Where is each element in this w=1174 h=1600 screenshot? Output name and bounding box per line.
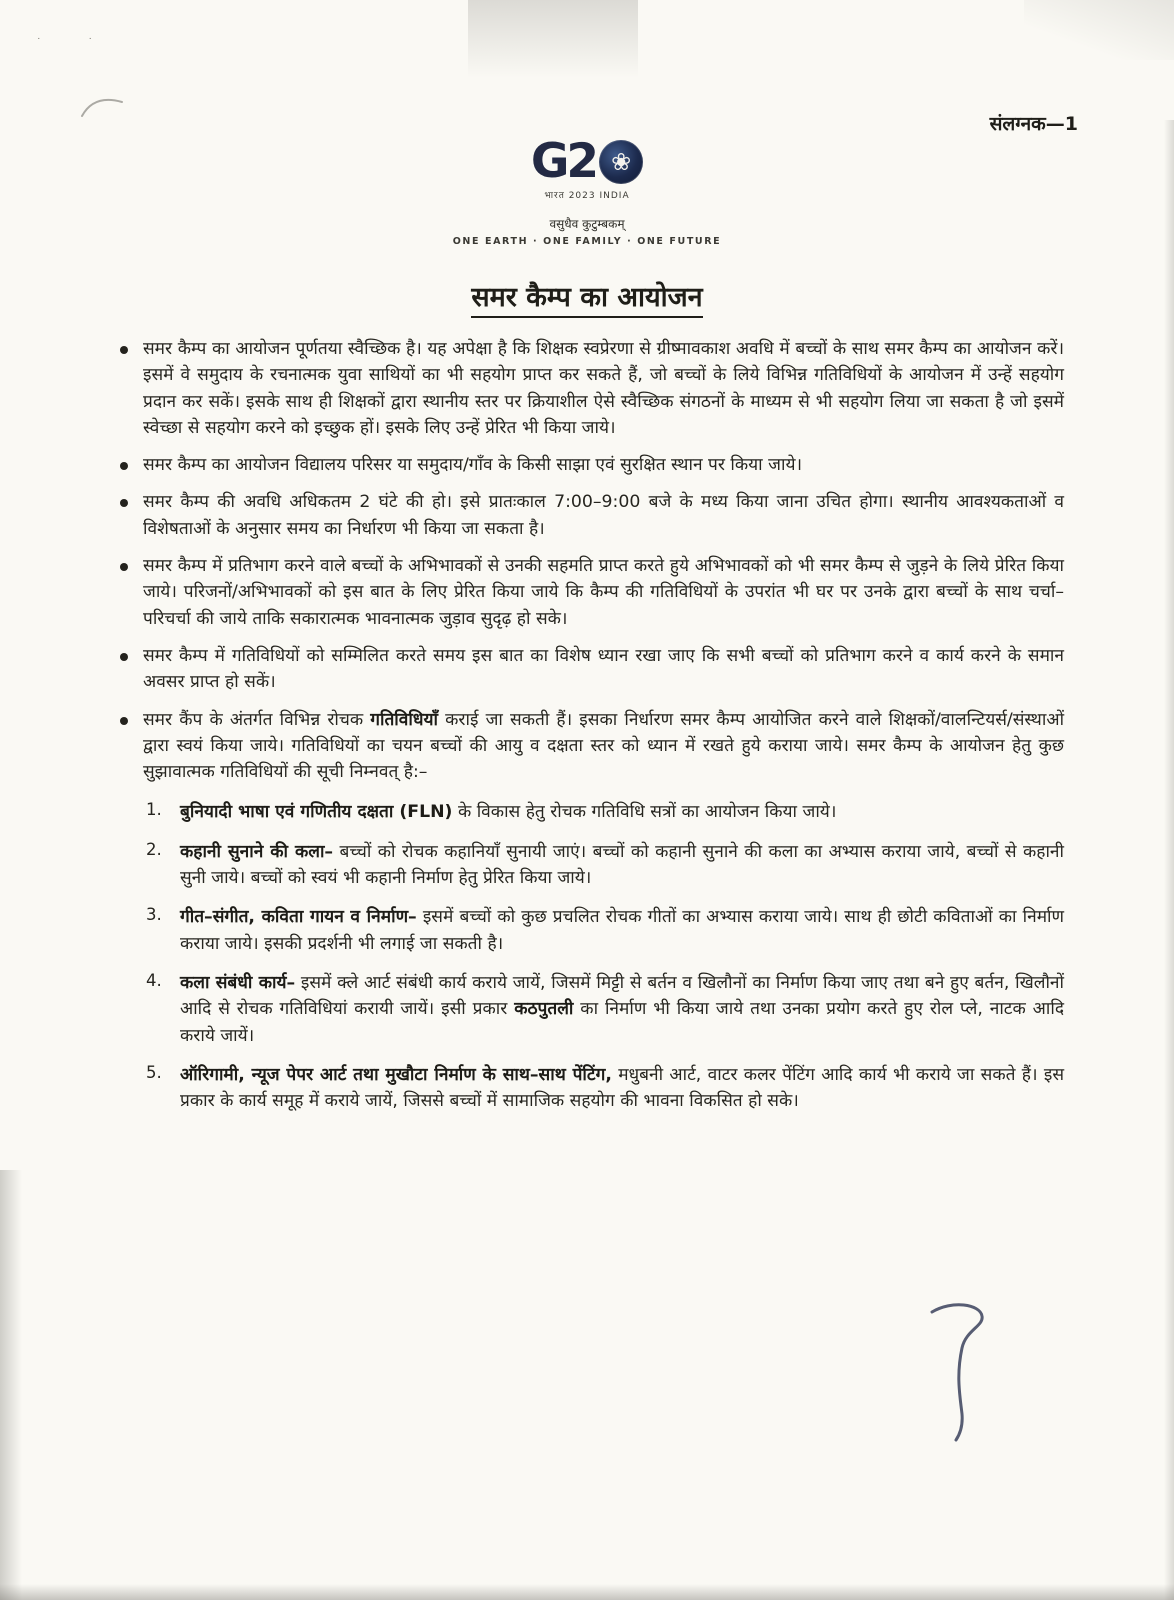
bullet-marker	[120, 462, 128, 470]
g20-motto: वसुधैव कुटुम्बकम्	[549, 217, 625, 231]
list-item-number: 1.	[146, 800, 162, 820]
bullet-marker	[120, 563, 128, 571]
document-body	[0, 336, 1174, 1114]
bullet-item	[120, 489, 1064, 542]
annexure-label: संलग्नक—1	[989, 113, 1078, 135]
list-item-text: ऑरिगामी, न्यूज पेपर आर्ट तथा मुखौटा निर्माण के साथ–साथ पेंटिंग, मधुबनी आर्ट, वाटर कलर पेंटिंग आदि कार्य भी कराये जा सकते हैं। इस प्रकार के कार्य समूह में कराये जायें, जिससे बच्चों में सामाजिक सहयोग की भावना विकसित हो सके।	[180, 1064, 1064, 1112]
g20-logo-row	[0, 134, 1174, 189]
signature-mark	[918, 1296, 1014, 1446]
bullet-text: समर कैंप के अंतर्गत विभिन्न रोचक गतिविधियाँ कराई जा सकती हैं। इसका निर्धारण समर कैम्प आयोजित करने वाले शिक्षकों/वालन्टियर्स/संस्थाओं द्वारा स्वयं किया जाये। गतिविधियों का चयन बच्चों की आयु व दक्षता स्तर को ध्यान में रखते हुये कराया जाये। समर कैम्प के आयोजन हेतु कुछ सुझावात्मक गतिविधियों की सूची निम्नवत् है:–	[143, 709, 1064, 783]
scan-shadow-bottom	[0, 1584, 1174, 1600]
bullet-marker	[120, 346, 128, 354]
bullet-text: समर कैम्प का आयोजन विद्यालय परिसर या समुदाय/गाँव के किसी साझा एवं सुरक्षित स्थान पर किया जाये।	[143, 455, 803, 476]
bullet-marker	[120, 717, 128, 725]
g20-globe-lotus-icon: ❀	[599, 140, 643, 184]
list-item-number: 3.	[146, 905, 162, 925]
scan-specks: ˙˙	[36, 36, 139, 49]
list-item-number: 5.	[146, 1062, 162, 1082]
bullet-text: समर कैम्प का आयोजन पूर्णतया स्वैच्छिक है। यह अपेक्षा है कि शिक्षक स्वप्रेरणा से ग्रीष्मावकाश अवधि में बच्चों के साथ समर कैम्प का आयोजन करें। इसमें वे समुदाय के रचनात्मक युवा साथियों का भी सहयोग प्राप्त कर सकते हैं, जो बच्चों के लिये विभिन्न गतिविधियों के आयोजन में उन्हें सहयोग प्रदान कर सकें। इसके साथ ही शिक्षकों द्वारा स्थानीय स्तर पर क्रियाशील ऐसे स्वैच्छिक संगठनों के माध्यम से भी सहयोग लिया जा सकता है जो इसमें स्वेच्छा से सहयोग करने को इच्छुक हों। इसके लिए उन्हें प्रेरित भी किया जाये।	[143, 339, 1064, 438]
page-title	[0, 277, 1174, 314]
bullet-item	[120, 452, 1064, 478]
bullet-item	[120, 553, 1064, 632]
bullet-marker	[120, 499, 128, 507]
bullet-text: समर कैम्प में गतिविधियों को सम्मिलित करते समय इस बात का विशेष ध्यान रखा जाए कि सभी बच्चों को प्रतिभाग करने व कार्य करने के समान अवसर प्राप्त हो सकें।	[143, 645, 1064, 693]
list-item	[146, 970, 1064, 1049]
bullet-item	[120, 336, 1064, 441]
g20-tagline: ONE EARTH · ONE FAMILY · ONE FUTURE	[452, 236, 722, 247]
bullet-item	[120, 707, 1064, 786]
bullet-item	[120, 643, 1064, 696]
list-item-text: कहानी सुनाने की कला– बच्चों को रोचक कहानियाँ सुनायी जाएं। बच्चों को कहानी सुनाने की कला का अभ्यास कराया जाये, बच्चों से कहानी सुनी जाये। बच्चों को स्वयं भी कहानी निर्माण हेतु प्रेरित किया जाये।	[180, 841, 1065, 889]
list-item-text: बुनियादी भाषा एवं गणितीय दक्षता (FLN) के विकास हेतु रोचक गतिविधि सत्रों का आयोजन किया जाये।	[180, 802, 837, 823]
list-item-text: गीत–संगीत, कविता गायन व निर्माण– इसमें बच्चों को कुछ प्रचलित रोचक गीतों का अभ्यास कराया जाये। साथ ही छोटी कविताओं का निर्माण कराया जाये। इसकी प्रदर्शनी भी लगाई जा सकती है।	[180, 907, 1065, 954]
numbered-list	[120, 799, 1064, 1114]
list-item-number: 4.	[146, 970, 162, 990]
list-item	[146, 799, 1064, 825]
list-item	[146, 1062, 1064, 1115]
bullet-text: समर कैम्प में प्रतिभाग करने वाले बच्चों के अभिभावकों से उनकी सहमति प्राप्त करते हुये अभिभावकों को भी समर कैम्प से जुड़ने के लिये प्रेरित किया जाये। परिजनों/अभिभावकों को इस बात के लिए प्रेरित किया जाये कि कैम्प की गतिविधियों के उपरांत भी घर पर उनके द्वारा बच्चों के साथ चर्चा–परिचर्चा की जाये ताकि सकारात्मक भावनात्मक जुड़ाव सुदृढ़ हो सके।	[143, 556, 1064, 629]
bullet-marker	[120, 653, 128, 661]
g20-logo-text: G2	[530, 134, 597, 189]
list-item	[146, 839, 1064, 892]
list-item-text: कला संबंधी कार्य– इसमें क्ले आर्ट संबंधी कार्य कराये जायें, जिसमें मिट्टी से बर्तन व खिलौनों का निर्माण किया जाए तथा बने हुए बर्तन, खिलौनों आदि से रोचक गतिविधियां करायी जायें। इसी प्रकार कठपुतली का निर्माण भी किया जाये तथा उनका प्रयोग करते हुए रोल प्ले, नाटक आदि कराये जायें।	[180, 972, 1064, 1046]
page-title-text: समर कैम्प का आयोजन	[471, 282, 702, 318]
list-item	[146, 904, 1064, 957]
bullet-text: समर कैम्प की अवधि अधिकतम 2 घंटे की हो। इसे प्रातःकाल 7:00–9:00 बजे के मध्य किया जाना उचित होगा। स्थानीय आवश्यकताओं व विशेषताओं के अनुसार समय का निर्धारण भी किया जा सकता है।	[143, 492, 1064, 539]
scan-shadow-left	[0, 1170, 22, 1600]
g20-subtitle: भारत 2023 INDIA	[544, 191, 630, 201]
list-item-number: 2.	[146, 839, 162, 859]
